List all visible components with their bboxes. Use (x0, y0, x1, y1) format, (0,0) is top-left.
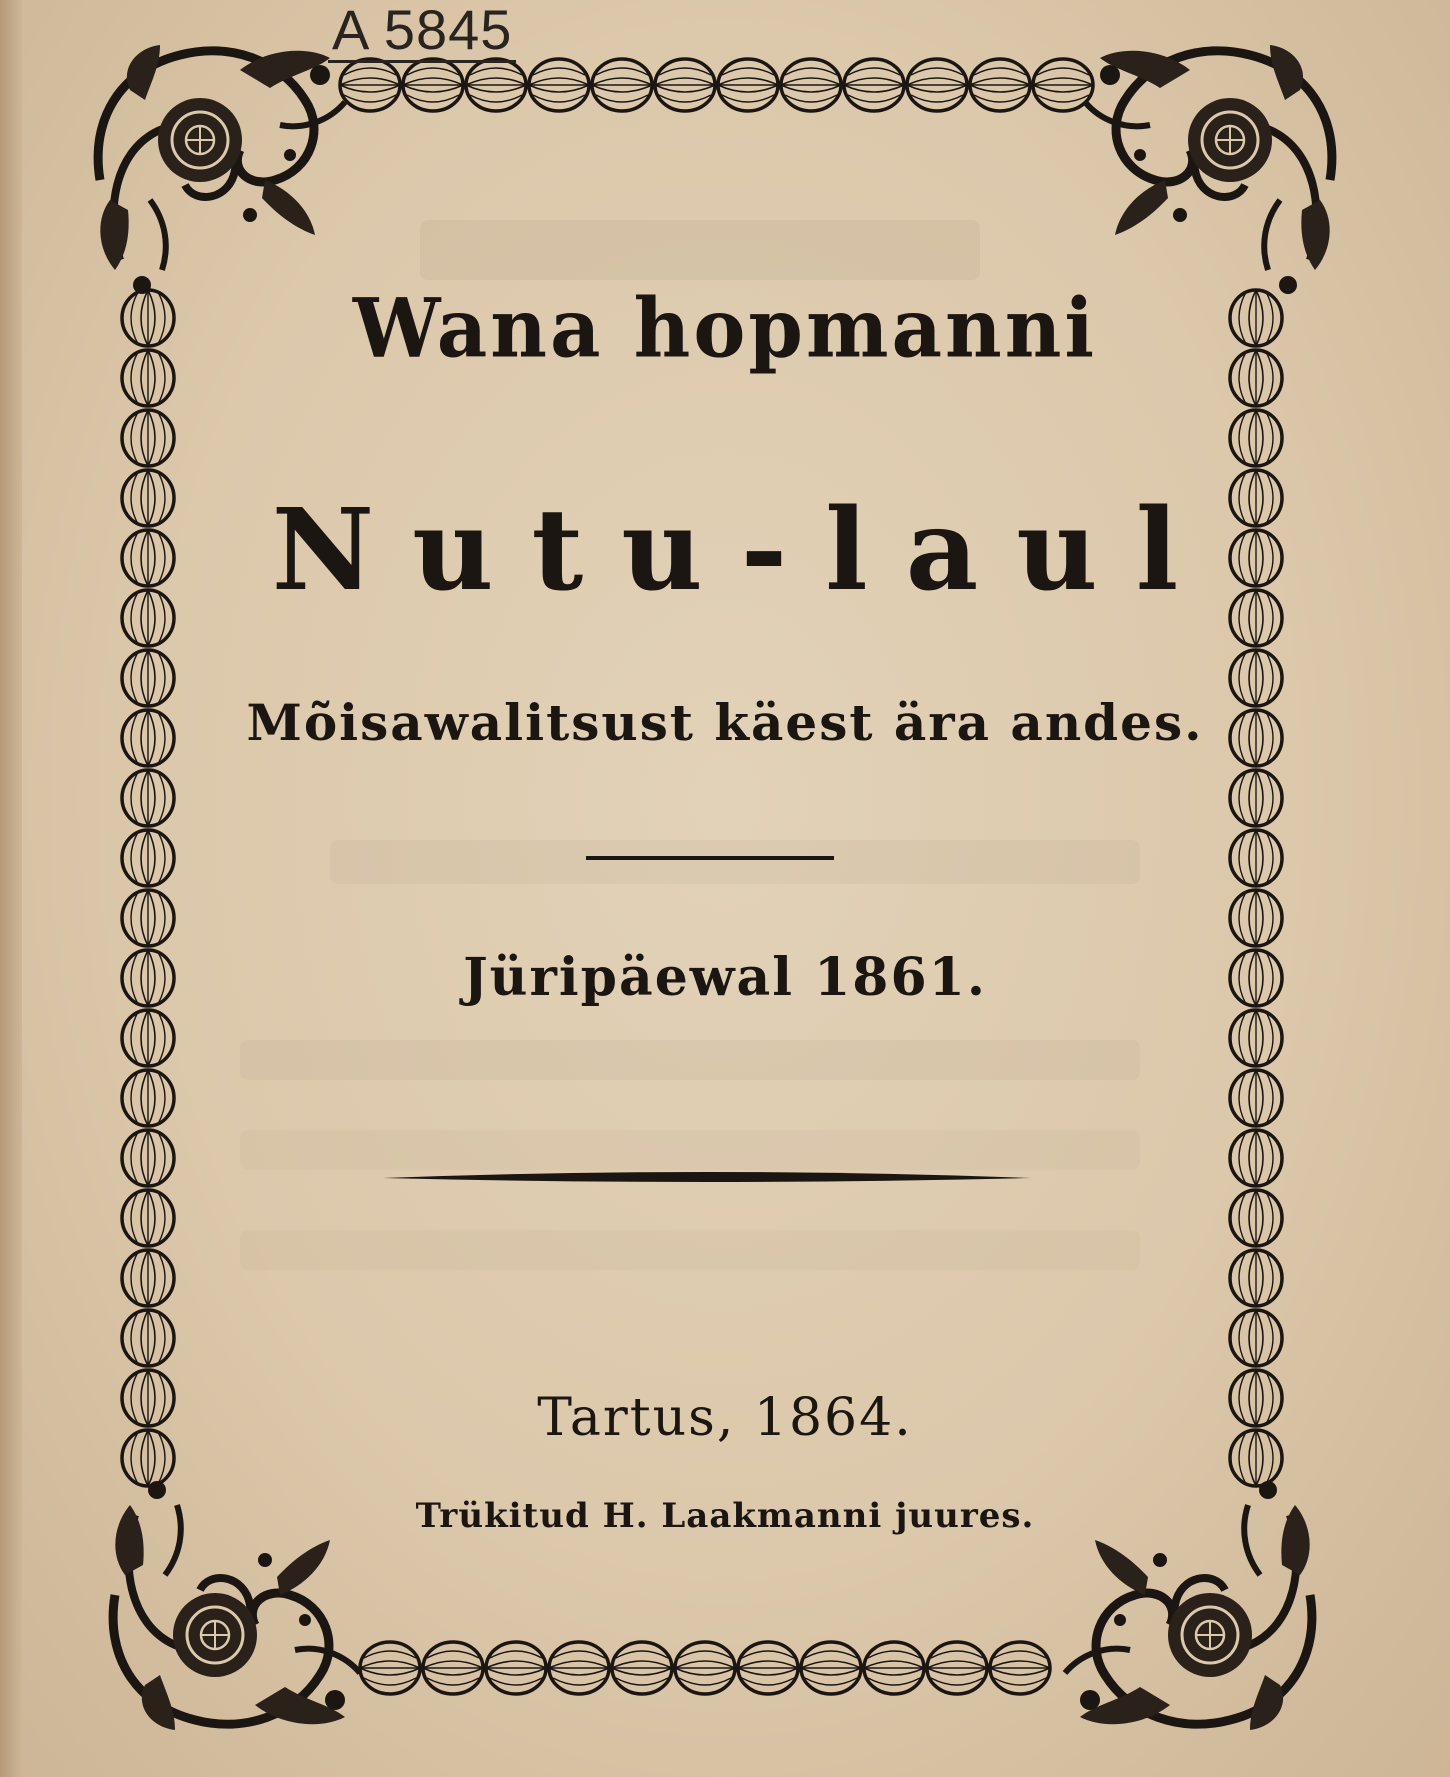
title-line-1: Wana hopmanni (352, 280, 1098, 377)
shelfmark-label: A 5845 (328, 2, 516, 63)
title-line-2: Nutu-laul (271, 485, 1217, 616)
corner-ornament-top-right (1085, 45, 1332, 294)
imprint-place-year: Tartus, 1864. (537, 1388, 913, 1448)
right-bead-column (1230, 290, 1282, 1486)
short-rule (586, 856, 834, 860)
bottom-bead-row (360, 1642, 1050, 1694)
left-bead-column (122, 290, 174, 1486)
top-bead-row (340, 59, 1093, 111)
subtitle: Mõisawalitsust käest ära andes. (246, 693, 1204, 752)
date-line: Jüripäewal 1861. (463, 947, 987, 1008)
tapered-rule (383, 1172, 1031, 1182)
corner-ornament-top-left (98, 45, 345, 294)
imprint-printer: Trükitud H. Laakmanni juures. (415, 1496, 1035, 1536)
